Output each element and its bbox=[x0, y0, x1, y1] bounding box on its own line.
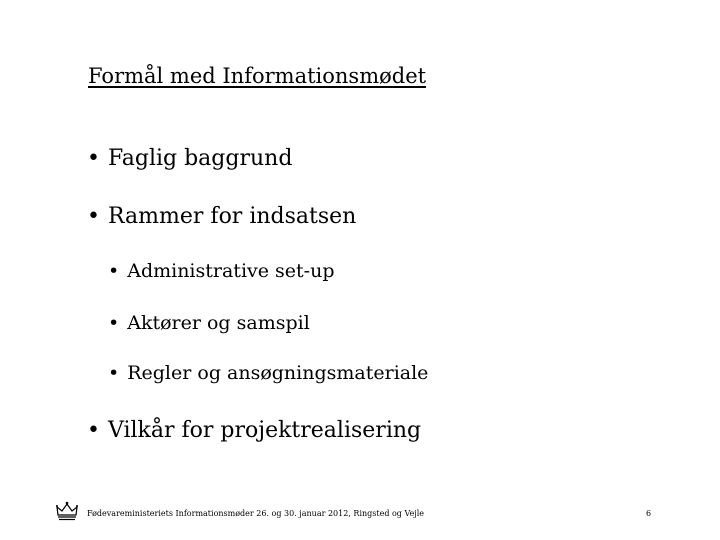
bullet-label: Rammer for indsatsen bbox=[107, 204, 357, 229]
bullet-marker: • bbox=[87, 418, 100, 443]
bullet-item bbox=[87, 418, 421, 443]
bullet-item bbox=[87, 204, 356, 229]
bullet-marker: • bbox=[108, 312, 120, 334]
sub-bullet-item bbox=[108, 260, 334, 282]
footer-text: Fødevareministeriets Informationsmøder 26. og 30. januar 2012, Ringsted og Vejle bbox=[87, 509, 425, 518]
bullet-label: Aktører og samspil bbox=[127, 312, 310, 334]
crown-icon bbox=[54, 500, 80, 522]
bullet-marker: • bbox=[87, 146, 100, 171]
sub-bullet-item bbox=[108, 312, 310, 334]
bullet-label: Vilkår for projektrealisering bbox=[107, 418, 422, 443]
bullet-label: Regler og ansøgningsmateriale bbox=[127, 362, 429, 384]
bullet-marker: • bbox=[87, 204, 100, 229]
sub-bullet-item bbox=[108, 362, 428, 384]
bullet-label: Administrative set-up bbox=[127, 260, 335, 282]
page-number: 6 bbox=[646, 509, 652, 518]
bullet-label: Faglig baggrund bbox=[107, 146, 293, 171]
bullet-marker: • bbox=[108, 260, 120, 282]
bullet-marker: • bbox=[108, 362, 120, 384]
bullet-item bbox=[87, 146, 292, 171]
slide-title: Formål med Informationsmødet bbox=[88, 64, 427, 88]
